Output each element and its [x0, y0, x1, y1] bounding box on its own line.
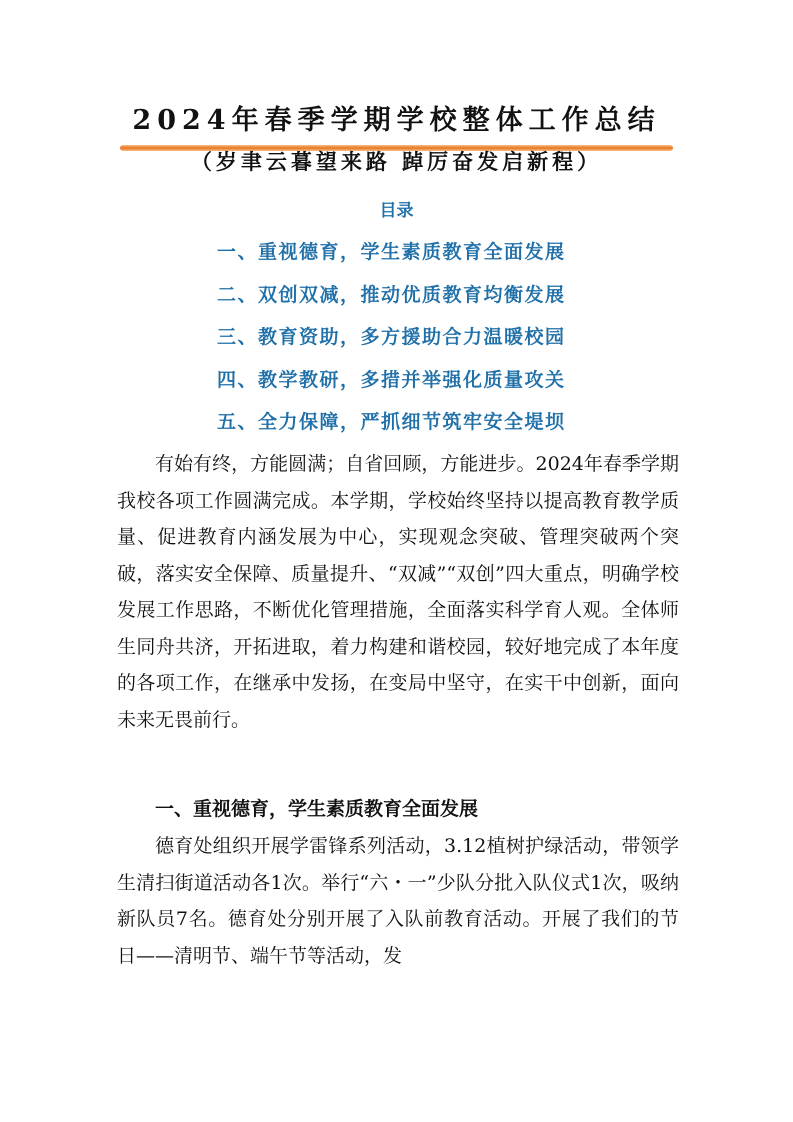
toc-item-2[interactable]: 二、双创双减，推动优质教育均衡发展 [217, 284, 566, 306]
intro-paragraph: 有始有终，方能圆满；自省回顾，方能进步。2024年春季学期我校各项工作圆满完成。本学期，学校始终坚持以提高教育教学质量、促进教育内涵发展为中心，实现观念突破、管理突破两个突破，落实安全保障、质量提升、“双减”“双创”四大重点，明确学校发展工作思路，不断优化管理措施，全面落实科学育人观。全体师生同舟共济，开拓进取，着力构建和谐校园，较好地完成了本年度的各项工作，在继承中发扬，在变局中坚守，在实干中创新，面向未来无畏前行。 [117, 453, 679, 731]
toc-item-3[interactable]: 三、教育资助，多方援助合力温暖校园 [217, 326, 566, 348]
document-title: 2024年春季学期学校整体工作总结 [132, 105, 661, 136]
section-1-heading: 一、重视德育，学生素质教育全面发展 [155, 798, 479, 820]
toc-item-1[interactable]: 一、重视德育，学生素质教育全面发展 [217, 241, 566, 263]
section-1-paragraph: 德育处组织开展学雷锋系列活动，3.12植树护绿活动，带领学生清扫街道活动各1次。举行“六・一”少队分批入队仪式1次，吸纳新队员7名。德育处分别开展了入队前教育活动。开展了我们的节日——清明节、端午节等活动，发 [117, 835, 679, 967]
toc-item-4[interactable]: 四、教学教研，多措并举强化质量攻关 [217, 369, 566, 391]
toc-heading: 目录 [379, 201, 414, 221]
document-subtitle: （岁聿云暮望来路 踔厉奋发启新程） [190, 149, 603, 174]
toc-item-5[interactable]: 五、全力保障，严抓细节筑牢安全堤坝 [217, 411, 566, 433]
